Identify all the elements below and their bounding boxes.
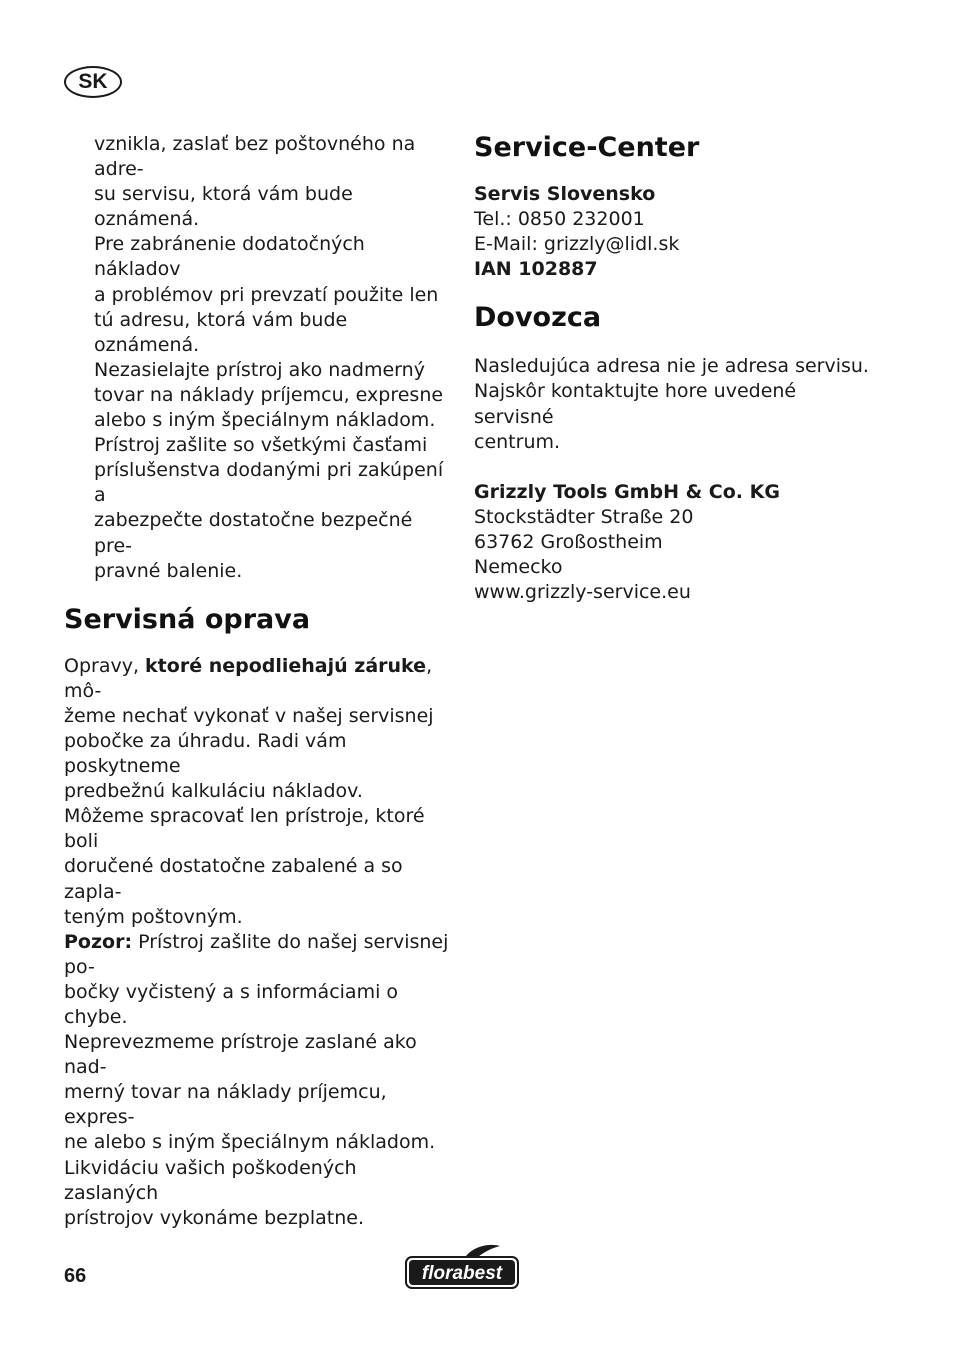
service-email: E-Mail: grizzly@lidl.sk <box>474 233 680 256</box>
warning-text: Prístroj zašlite do našej servisnej po- bočky vyčistený a s informáciami o chybe. Neprevezmeme prístroje zaslané ako nad- merný tovar na náklady príjemcu, expres- ne alebo s iným špeciálnym nákladom. Likvidáciu vašich poškodených zaslaných prístrojov vykonáme bezplatne. <box>64 930 449 1229</box>
company-street: Stockstädter Straße 20 <box>474 505 694 528</box>
repair-heading: Servisná oprava <box>64 603 311 635</box>
left-column <box>64 132 454 1231</box>
repair-text-pre: Opravy, <box>64 654 146 677</box>
importer-note: Nasledujúca adresa nie je adresa servisu. Najskôr kontaktujte hore uvedené servisné centrum. <box>474 355 869 453</box>
company-city: 63762 Großostheim <box>474 530 663 553</box>
company-website: www.grizzly-service.eu <box>474 581 691 604</box>
intro-paragraph: vznikla, zaslať bez poštovného na adre- su servisu, ktorá vám bude oznámená. Pre zabránenie dodatočných nákladov a problémov pri prevzatí použite len tú adresu, ktorá vám bude oznámená. Nezasielajte prístroj ako nadmerný tovar na náklady príjemcu, expresne alebo s iným špeciálnym nákladom. Prístroj zašlite so všetkými časťami príslušenstva dodanými pri zakúpení a zabezpečte dostatočne bezpečné pre- pravné balenie. <box>94 133 444 582</box>
company-name: Grizzly Tools GmbH & Co. KG <box>474 480 780 503</box>
florabest-logo <box>404 1244 520 1290</box>
logo-wordmark: florabest <box>421 1263 503 1284</box>
warning-label: Pozor: <box>64 930 133 953</box>
repair-text-post: , mô- žeme nechať vykonať v našej servisnej pobočke za úhradu. Radi vám poskytneme predbežnú kalkuláciu nákladov. Môžeme spracovať len prístroje, ktoré boli doručené dostatočne zabalené a so zapla- teným poštovným. <box>64 654 434 928</box>
service-heading: Service-Center <box>474 132 700 163</box>
service-tel: Tel.: 0850 232001 <box>474 208 645 231</box>
page-number: 66 <box>64 1265 87 1287</box>
right-column <box>474 132 874 605</box>
logo-leaf-icon <box>466 1245 500 1257</box>
service-ian: IAN 102887 <box>474 258 598 281</box>
importer-heading: Dovozca <box>474 302 602 334</box>
repair-text-bold: ktoré nepodliehajú záruke <box>145 654 427 677</box>
repair-paragraph-2 <box>64 930 454 1231</box>
language-badge: SK <box>64 66 122 98</box>
repair-paragraph-1 <box>64 654 454 930</box>
service-name: Servis Slovensko <box>474 183 656 205</box>
company-country: Nemecko <box>474 556 563 579</box>
